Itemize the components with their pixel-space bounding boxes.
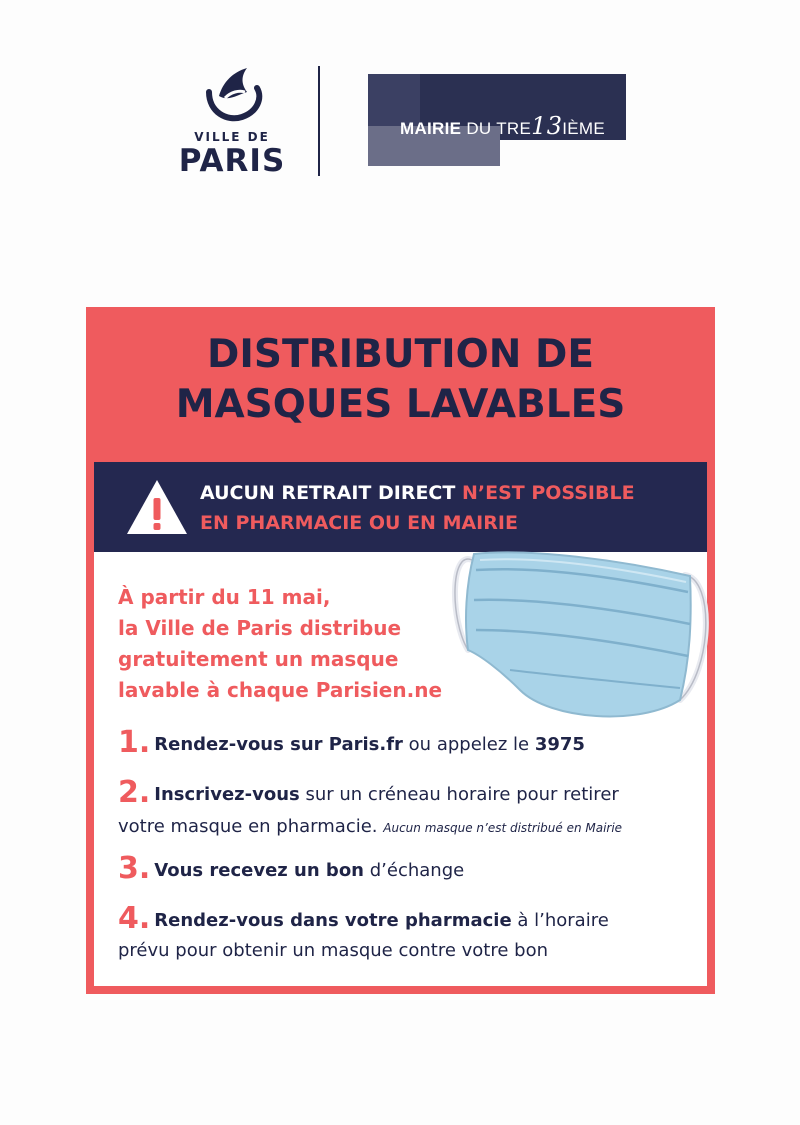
poster-title-line2: MASQUES LAVABLES [175,382,626,427]
header-divider [318,66,320,176]
step-4: 4. Rendez-vous dans votre pharmacie à l’horaire [118,901,609,936]
step-4-line-2: prévu pour obtenir un masque contre votre bon [118,940,549,961]
mairie-logo-text: MAIRIE DU TRE13IÈME [400,112,606,140]
paris-logo-big-text: PARIS [178,143,286,179]
face-mask-icon [440,530,720,730]
paris-logo-small-text: VILLE DE [194,130,270,144]
intro-text: À partir du 11 mai, la Ville de Paris distribue gratuitement un masque lavable à chaque Parisien.ne [118,585,443,702]
warning-icon [125,478,189,536]
step-3: 3. Vous recevez un bon d’échange [118,851,465,886]
step-2-line-2: votre masque en pharmacie. Aucun masque n’est distribué en Mairie [118,816,623,837]
ville-de-paris-logo [176,62,288,180]
warning-banner-text: AUCUN RETRAIT DIRECT N’EST POSSIBLE EN PHARMACIE OU EN MAIRIE [200,482,635,534]
step-2: 2. Inscrivez-vous sur un créneau horaire pour retirer [118,775,619,810]
step-1: 1. Rendez-vous sur Paris.fr ou appelez le 3975 [118,725,585,760]
mairie-du-13e-logo [368,74,626,166]
ville-de-paris-logo-icon [197,62,267,126]
poster-title-line1: DISTRIBUTION DE [206,332,594,377]
poster-title [86,330,715,430]
